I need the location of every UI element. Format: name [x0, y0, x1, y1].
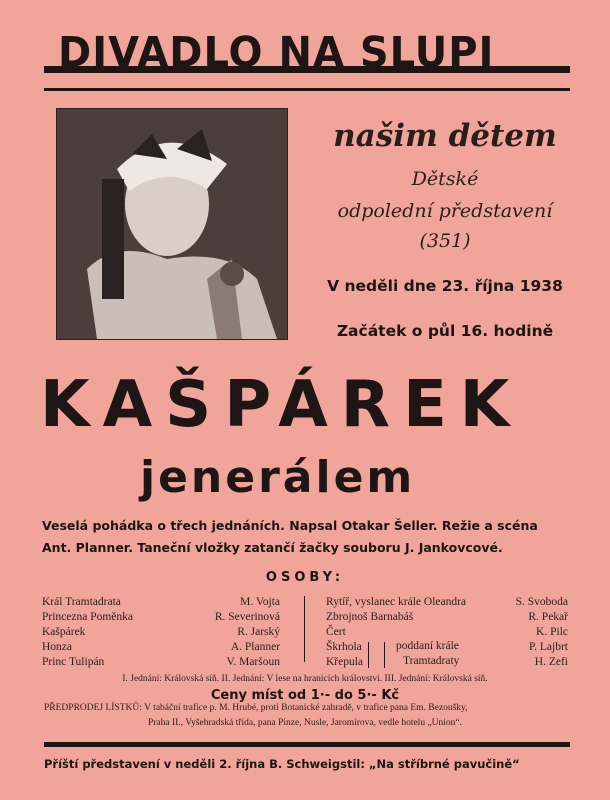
- role: Zbrojnoš Barnabáš: [326, 611, 414, 623]
- description-line-1: Veselá pohádka o třech jednáních. Napsal Otakar Šeller. Režie a scéna: [42, 518, 538, 533]
- next-performance: Příští představení v neděli 2. října B. Schweigstil: „Na stříbrné pavučině“: [44, 757, 520, 771]
- group-note-2: Tramtadraty: [403, 655, 460, 667]
- presale-line-2: Praha II., Vyšehradská třída, pana Pinze, Nusle, Jaromírova, vedle hotelu „Union“.: [147, 718, 463, 728]
- group-note-1: poddaní krále: [396, 640, 459, 652]
- actor: K. Pilc: [536, 626, 568, 638]
- cast-heading: OSOBY:: [265, 570, 345, 585]
- intro-line-4: (351): [419, 230, 471, 252]
- presale-line-1: PŘEDPRODEJ LÍSTKŮ: V tabáční trafice p. M. Hrubé, proti Botanické zahradě, v trafice pana Em. Bezoušky,: [44, 703, 468, 713]
- actor: M. Vojta: [240, 596, 280, 608]
- role: Škrhola: [326, 641, 362, 653]
- jester-icon: [57, 109, 287, 339]
- role: Křepula: [326, 656, 364, 668]
- start-time: Začátek o půl 16. hodině: [336, 322, 554, 340]
- actor: S. Svoboda: [515, 596, 568, 608]
- acts-line: I. Jednání: Královská síň. II. Jednání: V lese na hranicích království. III. Jednání: Královská síň.: [122, 674, 488, 684]
- brace-line: [368, 642, 369, 668]
- cast-left-roles: [42, 595, 192, 670]
- actor: H. Zefi: [534, 656, 568, 668]
- role: Čert: [326, 626, 346, 638]
- actor: R. Severinová: [214, 611, 280, 623]
- actor: R. Pekař: [528, 611, 568, 623]
- jester-photo: [56, 108, 288, 340]
- brace-line: [384, 642, 385, 668]
- actor: P. Lajbrt: [529, 641, 568, 653]
- role: Král Tramtadrata: [42, 596, 121, 608]
- actor: A. Planner: [230, 641, 280, 653]
- ticket-prices: Ceny míst od 1·- do 5·- Kč: [210, 688, 400, 703]
- role: Rytíř, vyslanec krále Oleandra: [326, 596, 467, 608]
- intro-line-2: Dětské: [411, 168, 479, 190]
- performance-date: V neděli dne 23. října 1938: [327, 277, 563, 295]
- cast-divider: [304, 596, 305, 662]
- cast-right-actors: [490, 595, 568, 670]
- header-bottom-rule: [44, 88, 570, 91]
- footer-rule: [44, 742, 570, 747]
- play-title: KAŠPÁREK: [40, 368, 523, 442]
- role: Honza: [42, 641, 73, 653]
- intro-line-3: odpolední představení: [337, 200, 553, 222]
- actor: R. Jarský: [237, 626, 280, 638]
- role: Kašpárek: [42, 626, 86, 638]
- role: Princezna Poměnka: [42, 611, 134, 623]
- play-subtitle: jenerálem: [140, 452, 416, 503]
- description-line-2: Ant. Planner. Taneční vložky zatančí žačky souboru J. Jankovcové.: [42, 540, 503, 555]
- theatre-name: DIVADLO NA SLUPI: [58, 28, 495, 78]
- intro-line-1: našim dětem: [333, 118, 557, 154]
- role: Princ Tulipán: [42, 656, 105, 668]
- actor: V. Maršoun: [226, 656, 280, 668]
- cast-left-actors: [190, 595, 280, 670]
